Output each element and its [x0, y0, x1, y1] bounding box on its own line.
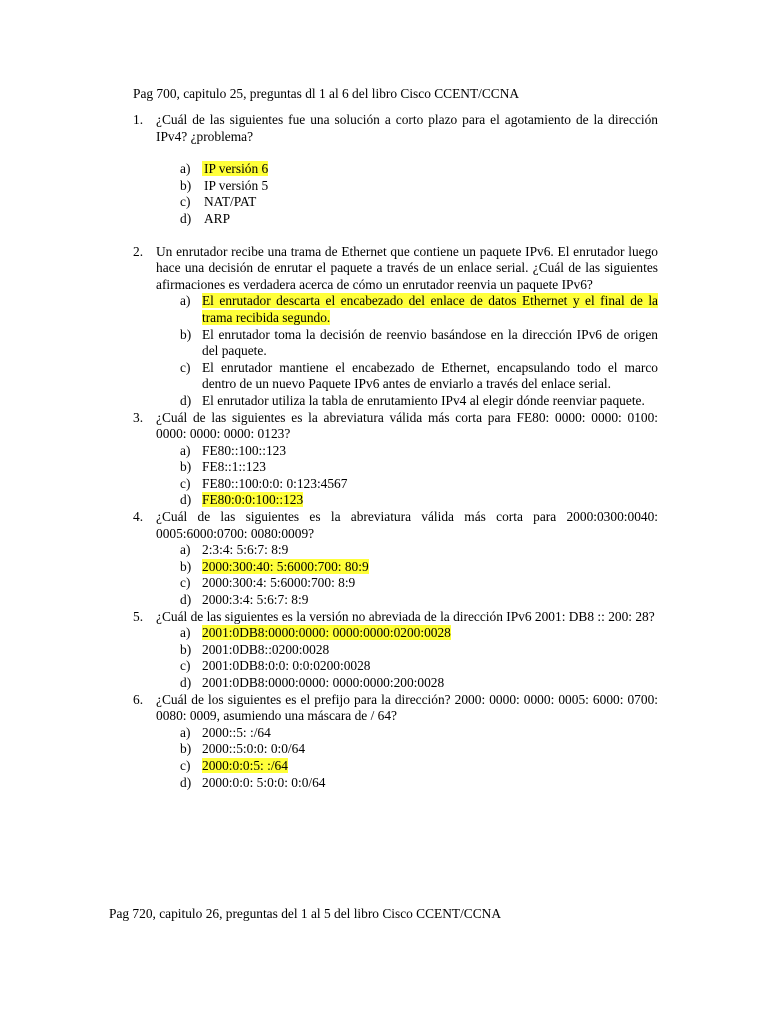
option-a	[180, 542, 658, 559]
option-letter: c)	[180, 194, 191, 210]
option-letter: b)	[180, 177, 192, 193]
option-letter: a)	[180, 542, 191, 558]
question-number: 3.	[133, 409, 144, 425]
question-1	[133, 112, 658, 228]
section-header-chapter-26: Pag 720, capitulo 26, preguntas del 1 al 5 del libro Cisco CCENT/CCNA	[109, 906, 502, 921]
option-letter: c)	[180, 475, 191, 491]
question-list	[133, 112, 658, 791]
option-b	[180, 327, 658, 360]
option-text: 2000:0:0: 5:0:0: 0:0/64	[202, 774, 326, 790]
option-c	[180, 360, 658, 393]
option-letter: b)	[180, 558, 192, 574]
question-number: 5.	[133, 608, 144, 624]
option-letter: d)	[180, 210, 192, 226]
option-letter: d)	[180, 492, 192, 508]
option-a	[180, 725, 658, 742]
options-list	[156, 542, 658, 608]
option-d	[180, 675, 658, 692]
question-text: ¿Cuál de los siguientes es el prefijo para la dirección? 2000: 0000: 0000: 0005: 6000: 0700: 0080: 0009, asumiendo una máscara de / 64?	[156, 691, 658, 724]
option-a	[180, 161, 658, 178]
option-c	[180, 658, 658, 675]
option-letter: b)	[180, 741, 192, 757]
option-b	[180, 459, 658, 476]
option-letter: d)	[180, 774, 192, 790]
question-5	[133, 609, 658, 692]
question-text: Un enrutador recibe una trama de Ethernet que contiene un paquete IPv6. El enrutador luego hace una decisión de enrutar el paquete a través de un enlace serial. ¿Cuál de las siguientes afirmaciones es verdadera acerca de cómo un enrutador reenvia un paquete IPv6?	[156, 243, 658, 292]
option-letter: a)	[180, 161, 191, 177]
option-d	[180, 775, 658, 792]
option-letter: c)	[180, 658, 191, 674]
question-number: 1.	[133, 112, 144, 127]
options-list	[156, 443, 658, 509]
option-letter: c)	[180, 575, 191, 591]
option-letter: c)	[180, 359, 191, 375]
option-text: ARP	[204, 210, 231, 226]
option-text: El enrutador mantiene el encabezado de Ethernet, encapsulando todo el marco dentro de un nuevo Paquete IPv6 antes de enviarlo a través del enlace serial.	[202, 359, 658, 392]
question-text: ¿Cuál de las siguientes es la versión no abreviada de la dirección IPv6 2001: DB8 :: 200: 28?	[156, 608, 655, 624]
question-number: 4.	[133, 509, 144, 525]
options-list	[156, 725, 658, 791]
option-text: 2000:300:40: 5:6000:700: 80:9	[202, 558, 369, 574]
option-text: IP versión 5	[204, 177, 269, 193]
option-letter: a)	[180, 625, 191, 641]
option-text: FE80:0:0:100::123	[202, 492, 304, 508]
option-letter: b)	[180, 459, 192, 475]
option-text: FE8::1::123	[202, 459, 266, 475]
option-b	[180, 642, 658, 659]
option-text: FE80::100:0:0: 0:123:4567	[202, 475, 348, 491]
option-d	[180, 393, 658, 410]
options-list	[156, 625, 658, 691]
option-c	[180, 194, 658, 211]
option-letter: c)	[180, 757, 191, 773]
option-text: 2:3:4: 5:6:7: 8:9	[202, 542, 289, 558]
option-d	[180, 592, 658, 609]
option-text: 2001:0DB8:0000:0000: 0000:0000:0200:0028	[202, 625, 451, 641]
option-b	[180, 178, 658, 195]
option-a	[180, 443, 658, 460]
option-letter: d)	[180, 592, 192, 608]
option-text: NAT/PAT	[204, 194, 257, 210]
option-a	[180, 293, 658, 326]
option-text: 2000::5: :/64	[202, 724, 271, 740]
options-list	[156, 161, 658, 227]
option-d	[180, 211, 658, 228]
option-letter: a)	[180, 293, 191, 309]
question-6	[133, 692, 658, 792]
question-text: ¿Cuál de las siguientes fue una solución a corto plazo para el agotamiento de la dirección IPv4? ¿problema?	[156, 112, 658, 144]
option-c	[180, 575, 658, 592]
option-letter: a)	[180, 442, 191, 458]
option-text: IP versión 6	[204, 161, 269, 177]
question-number: 2.	[133, 243, 144, 259]
option-text: El enrutador descarta el encabezado del enlace de datos Ethernet y el final de la trama recibida segundo.	[202, 293, 658, 325]
question-text: ¿Cuál de las siguientes es la abreviatura válida más corta para 2000:0300:0040: 0005:6000:0700: 0080:0009?	[156, 509, 658, 541]
question-text: ¿Cuál de las siguientes es la abreviatura válida más corta para FE80: 0000: 0000: 0100: 0000: 0000: 0000: 0123?	[156, 409, 658, 442]
option-b	[180, 741, 658, 758]
option-text: 2000:3:4: 5:6:7: 8:9	[202, 592, 309, 608]
option-b	[180, 559, 658, 576]
option-text: 2000:0:0:5: :/64	[202, 757, 288, 773]
option-d	[180, 492, 658, 509]
option-text: El enrutador utiliza la tabla de enrutamiento IPv4 al elegir dónde reenviar paquete.	[202, 392, 645, 408]
question-2	[133, 244, 658, 410]
option-text: 2000::5:0:0: 0:0/64	[202, 741, 306, 757]
option-a	[180, 625, 658, 642]
option-text: 2001:0DB8:0:0: 0:0:0200:0028	[202, 658, 371, 674]
question-3	[133, 410, 658, 510]
section-header-chapter-25: Pag 700, capitulo 25, preguntas dl 1 al 6 del libro Cisco CCENT/CCNA	[133, 86, 520, 101]
options-list	[156, 293, 658, 409]
option-text: 2000:300:4: 5:6000:700: 8:9	[202, 575, 356, 591]
option-letter: d)	[180, 675, 192, 690]
option-letter: b)	[180, 326, 192, 342]
option-text: 2001:0DB8::0200:0028	[202, 641, 330, 657]
option-letter: b)	[180, 641, 192, 657]
question-number: 6.	[133, 691, 144, 707]
option-letter: d)	[180, 392, 192, 408]
option-letter: a)	[180, 724, 191, 740]
option-text: 2001:0DB8:0000:0000: 0000:0000:200:0028	[202, 675, 445, 690]
option-c	[180, 476, 658, 493]
option-text: El enrutador toma la decisión de reenvio basándose en la dirección IPv6 de origen del paquete.	[202, 326, 658, 359]
question-4	[133, 509, 658, 609]
option-c	[180, 758, 658, 775]
option-text: FE80::100::123	[202, 442, 287, 458]
